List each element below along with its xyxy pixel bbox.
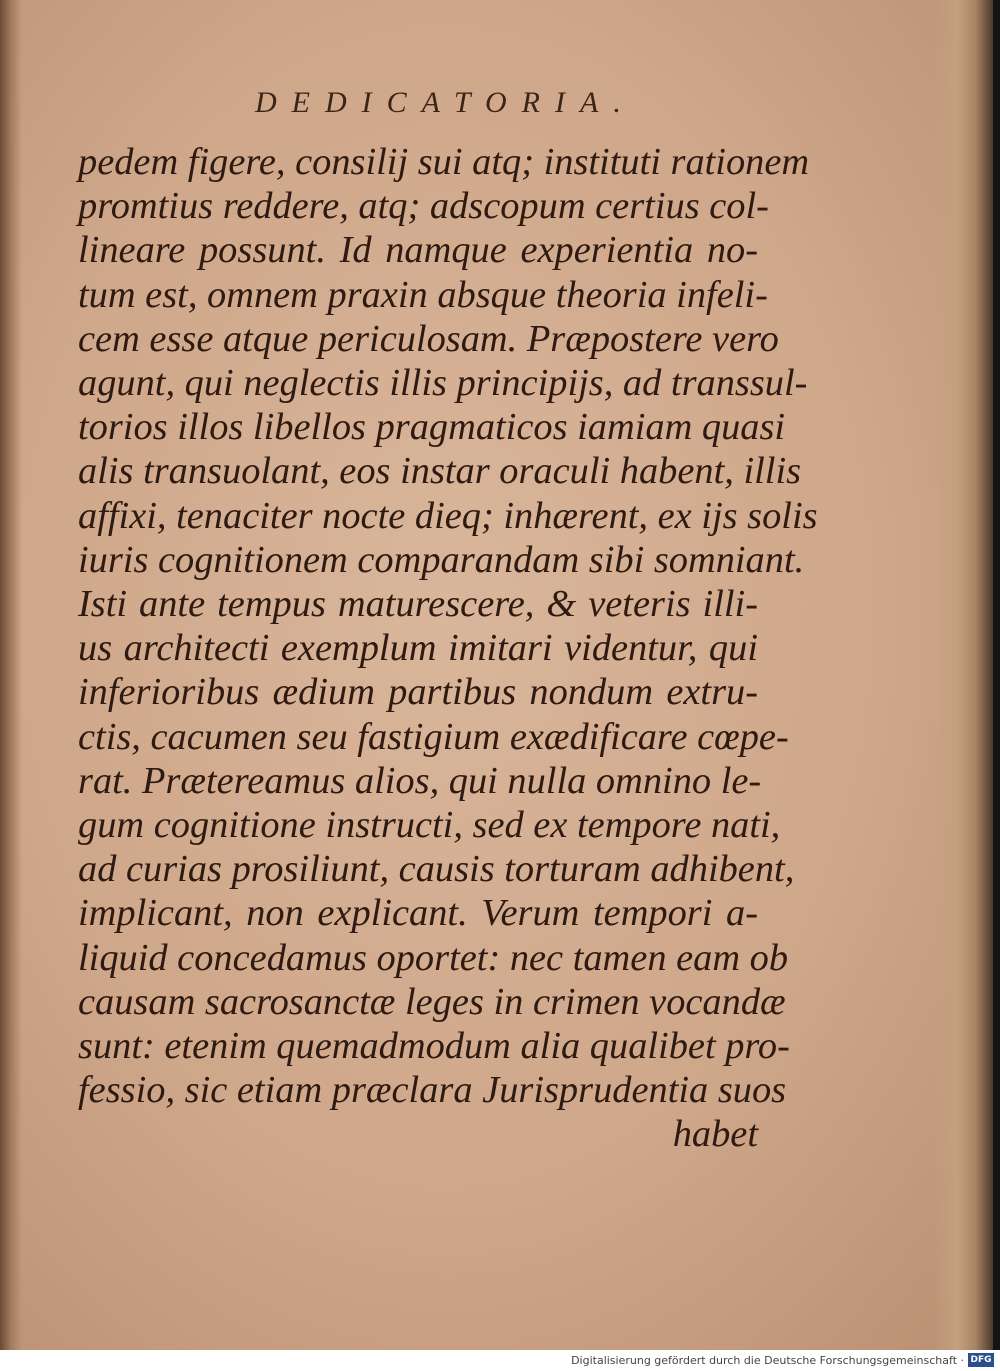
text-line: lineare possunt. Id namque experientia no- xyxy=(78,229,758,272)
page-edge xyxy=(933,0,993,1350)
catchword: habet xyxy=(672,1113,758,1156)
text-line: torios illos libellos pragmaticos iamiam quasi xyxy=(78,406,786,449)
text-line: cem esse atque periculosam. Præpostere vero xyxy=(78,317,779,360)
text-line: ad curias prosiliunt, causis torturam adhibent, xyxy=(78,848,795,891)
text-line: sunt: etenim quemadmodum alia qualibet pro- xyxy=(78,1025,790,1068)
text-line: ctis, cacumen seu fastigium exædificare cœpe- xyxy=(78,715,789,758)
text-line: gum cognitione instructi, sed ex tempore nati, xyxy=(78,804,781,847)
page-gutter-shadow xyxy=(0,0,22,1350)
digitization-footer xyxy=(0,1350,1000,1371)
text-line: affixi, tenaciter nocte dieq; inhærent, ex ijs solis xyxy=(78,494,818,537)
text-line: Isti ante tempus maturescere, & veteris illi- xyxy=(78,583,758,626)
dfg-logo: DFG xyxy=(968,1353,994,1367)
text-line: alis transuolant, eos instar oraculi habent, illis xyxy=(78,450,802,493)
text-line: rat. Prætereamus alios, qui nulla omnino le- xyxy=(78,759,762,802)
text-line: pedem figere, consilij sui atq; instituti rationem xyxy=(78,141,810,183)
text-line: promtius reddere, atq; adscopum certius col- xyxy=(78,185,769,228)
body-text xyxy=(78,140,818,1157)
text-line: agunt, qui neglectis illis principijs, ad transsul- xyxy=(78,362,808,405)
text-line: iuris cognitionem comparandam sibi somniant. xyxy=(78,538,805,581)
text-line: tum est, omnem praxin absque theoria infeli- xyxy=(78,273,768,316)
text-line: implicant, non explicant. Verum tempori a- xyxy=(78,892,758,935)
funding-credit: Digitalisierung gefördert durch die Deutsche Forschungsgemeinschaft · xyxy=(571,1354,964,1367)
running-head: DEDICATORIA. xyxy=(255,86,636,119)
text-line: inferioribus ædium partibus nondum extru- xyxy=(78,671,758,714)
text-line: us architecti exemplum imitari videntur, qui xyxy=(78,627,758,670)
text-line: liquid concedamus oportet: nec tamen eam ob xyxy=(78,936,789,979)
text-line: causam sacrosanctæ leges in crimen vocandæ xyxy=(78,980,786,1023)
text-line: fessio, sic etiam præclara Jurisprudentia suos xyxy=(78,1069,787,1112)
